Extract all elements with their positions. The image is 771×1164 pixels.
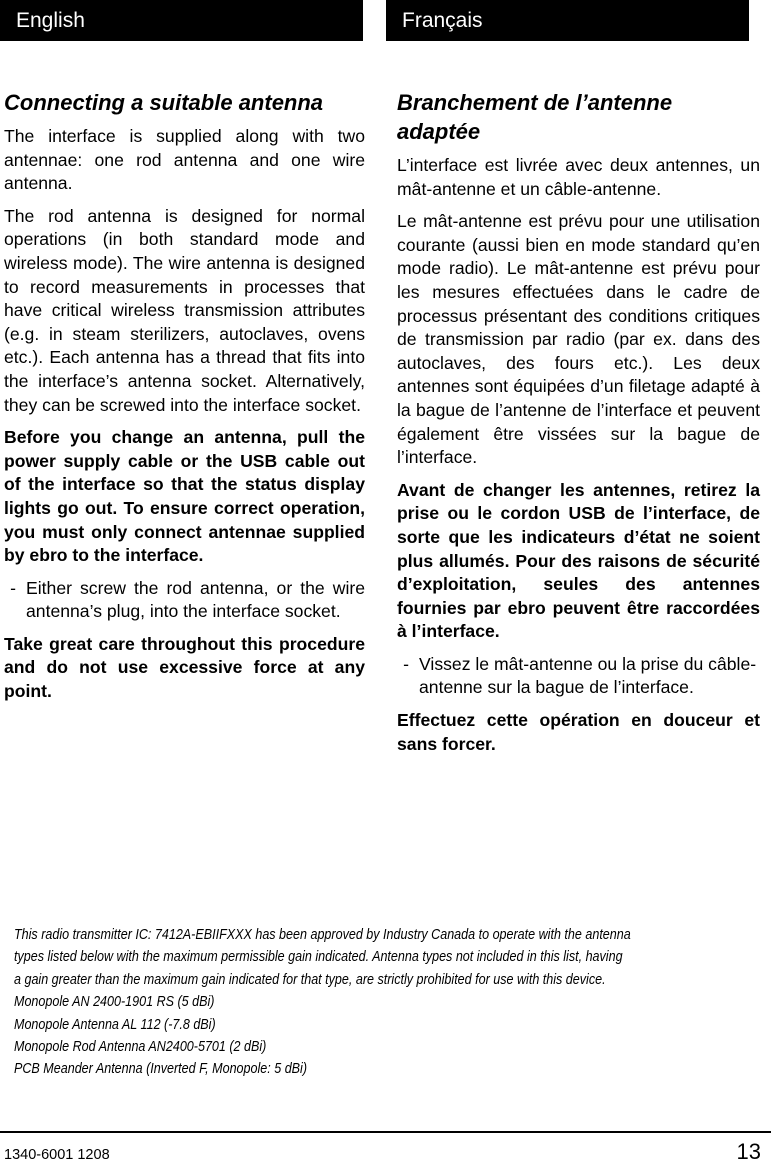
bullet-dash: - — [10, 577, 16, 598]
french-bullet-item — [397, 653, 760, 700]
bullet-dash: - — [403, 653, 409, 674]
french-heading: Branchement de l’antenne adaptée — [397, 90, 673, 144]
english-paragraph-1: The interface is supplied along with two antennae: one rod antenna and one wire antenna. — [4, 126, 365, 194]
french-paragraph-2: Le mât-antenne est prévu pour une utilisation courante (aussi bien en mode standard qu’en mode radio). Le mât-antenne est prévu pour les mesures effectuées dans le cadre de processus présentant des conditions critiques de transmission par radio (par ex. dans des autoclaves, des fours etc.). Les deux antennes sont équipées d’un filetage adapté à la bague de l’antenne de l’interface et peuvent également être vissées sur la bague de l’interface. — [397, 211, 760, 468]
french-column — [397, 88, 760, 765]
notice-line: types listed below with the maximum permissible gain indicated. Antenna types not included in this list, having — [14, 949, 623, 966]
page-number: 13 — [736, 1139, 761, 1164]
french-paragraph-1: L’interface est livrée avec deux antennes, un mât-antenne et un câble-antenne. — [397, 155, 760, 199]
antenna-list-item: PCB Meander Antenna (Inverted F, Monopole: 5 dBi) — [14, 1061, 308, 1078]
english-warning: Before you change an antenna, pull the power supply cable or the USB cable out of the interface so that the status display lights go out. To ensure correct operation, you must only connect antennae supplied by ebro to the interface. — [4, 427, 365, 566]
french-caution: Effectuez cette opération en douceur et sans forcer. — [397, 710, 760, 754]
french-bullet-text: Vissez le mât-antenne ou la prise du câble-antenne sur la bague de l’interface. — [419, 653, 757, 698]
notice-line: a gain greater than the maximum gain indicated for that type, are strictly prohibited for use with this device. — [14, 971, 606, 988]
english-paragraph-2: The rod antenna is designed for normal operations (in both standard mode and wireless mode). The wire antenna is designed to record measurements in processes that have critical wireless transmission attributes (e.g. in steam sterilizers, autoclaves, ovens etc.). Each antenna has a thread that fits into the interface’s antenna socket. Alternatively, they can be screwed into the interface socket. — [4, 205, 365, 415]
english-heading: Connecting a suitable antenna — [4, 90, 324, 115]
language-tab-english: English — [0, 0, 363, 41]
document-number: 1340-6001 1208 — [4, 1147, 110, 1163]
language-tab-french: Français — [386, 0, 749, 41]
antenna-list-item: Monopole AN 2400-1901 RS (5 dBi) — [14, 994, 215, 1011]
antenna-list-item: Monopole Antenna AL 112 (-7.8 dBi) — [14, 1016, 216, 1033]
industry-canada-notice — [14, 924, 665, 1081]
english-caution: Take great care throughout this procedure and do not use excessive force at any point. — [4, 633, 365, 702]
english-bullet-item — [4, 577, 365, 624]
english-bullet-text: Either screw the rod antenna, or the wire antenna’s plug, into the interface socket. — [26, 577, 365, 622]
notice-line: This radio transmitter IC: 7412A-EBIIFXXX has been approved by Industry Canada to operate with the antenna — [14, 927, 631, 943]
french-warning: Avant de changer les antennes, retirez la prise ou le cordon USB de l’interface, de sorte que les indicateurs d’état ne soient plus allumés. Pour des raisons de sécurité d’exploitation, seules des antennes fournies par ebro peuvent être raccordées à l’interface. — [397, 479, 760, 642]
footer-divider — [0, 1131, 771, 1133]
antenna-list-item: Monopole Rod Antenna AN2400-5701 (2 dBi) — [14, 1039, 267, 1056]
english-column — [4, 88, 365, 713]
